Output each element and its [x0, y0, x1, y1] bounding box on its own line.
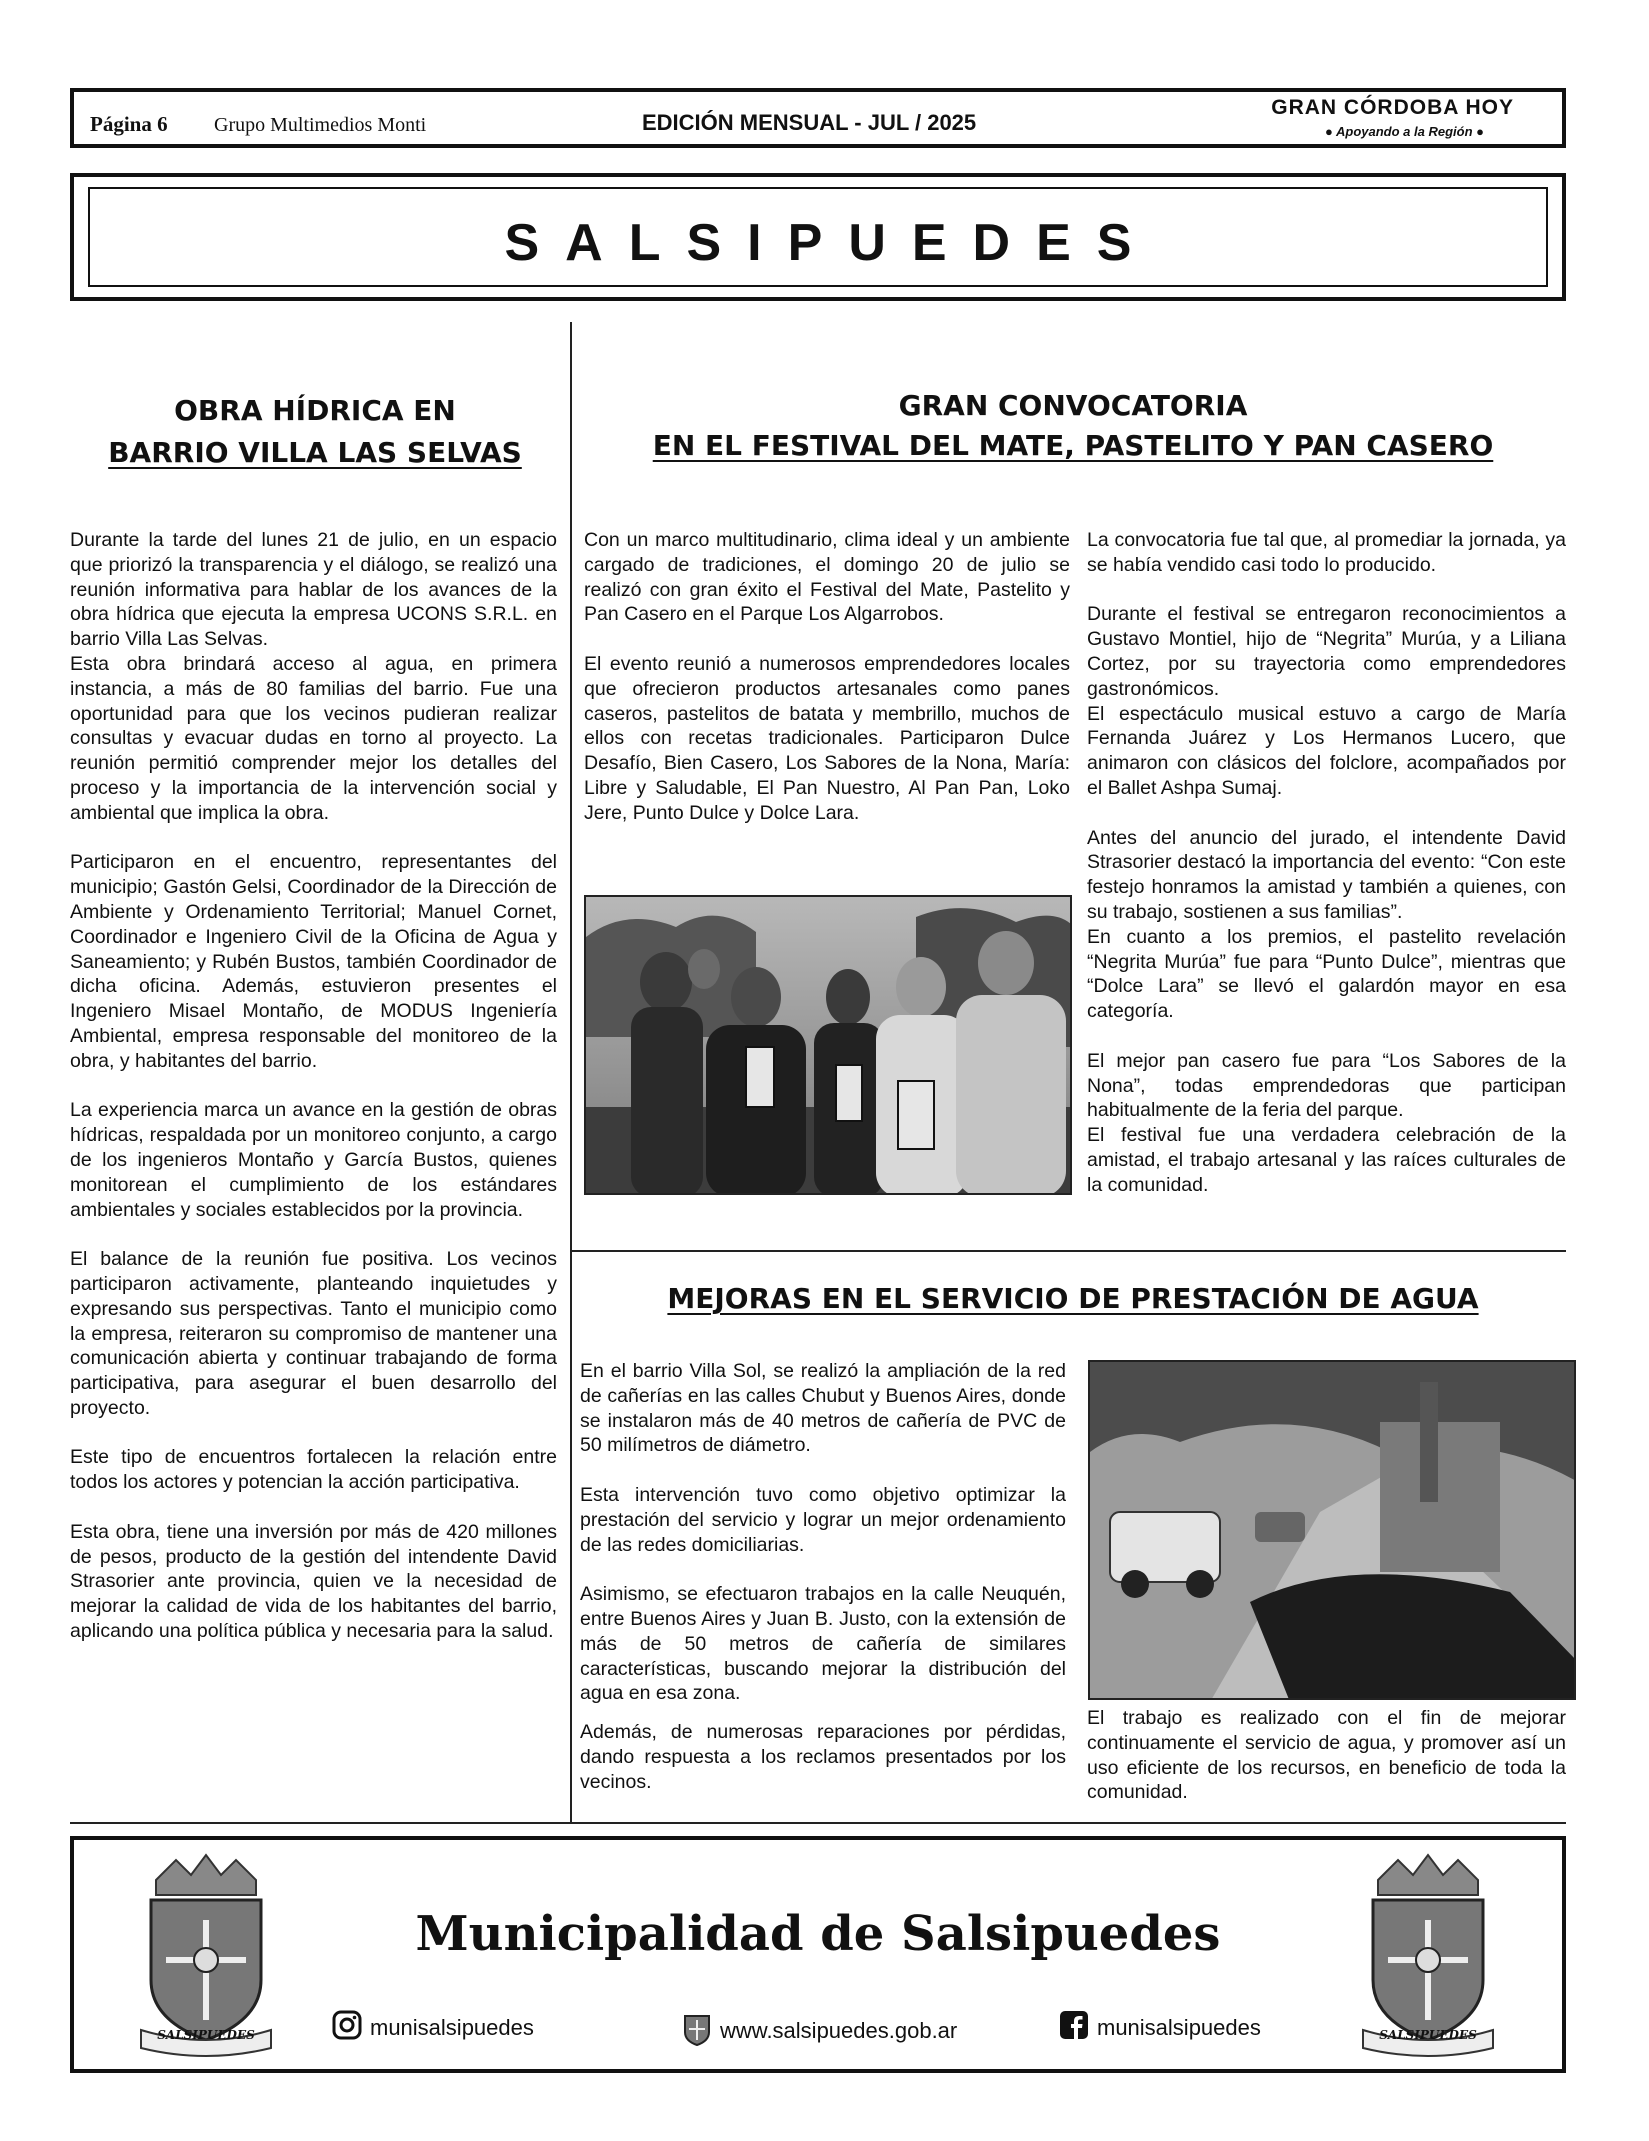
festival-group-photo — [584, 895, 1072, 1195]
article2-paragraph: Durante el festival se entregaron reconocimientos a Gustavo Montiel, hijo de “Negrita” Murúa, y a Liliana Cortez, por su trayectoria como emprendedores gastronómicos. — [1087, 603, 1566, 700]
article2-title-line1: GRAN CONVOCATORIA — [898, 389, 1248, 422]
article2-paragraph: El evento reunió a numerosos emprendedores locales que ofrecieron productos artesanales como panes caseros, pastelitos de batata y membrillo, muchos de ellos con recetas tradicionales. Participaron Dulce Desafío, Bien Casero, Los Sabores de la Nona, María: Libre y Saludable, El Pan Nuestro, Al Pan Pan, Loko Jere, Punto Dulce y Dolce Lara. — [584, 652, 1070, 824]
article2-headline — [580, 386, 1566, 466]
paper-name: GRAN CÓRDOBA HOY — [1271, 96, 1514, 119]
article1-paragraph: El balance de la reunión fue positiva. Los vecinos participaron activamente, planteando inquietudes y expresando sus perspectivas. Tanto el municipio como la empresa, reiteraron su compromiso de mantener una comunicación abierta y continuar trabajando de forma participativa, para asegurar el buen desarrollo del proyecto. — [70, 1248, 557, 1419]
article1-title-line1: OBRA HÍDRICA EN — [174, 394, 456, 427]
crest-label: SALSIPUEDES — [1379, 2028, 1477, 2042]
instagram-icon — [332, 2010, 362, 2046]
article2-paragraph: En cuanto a los premios, el pastelito revelación “Negrita Murúa” fue para “Punto Dulce”, mientras que “Dolce Lara” se llevó el galardón mayor en esa categoría. — [1087, 925, 1566, 1023]
article3-headline: MEJORAS EN EL SERVICIO DE PRESTACIÓN DE AGUA — [667, 1282, 1479, 1315]
works-photo-illustration — [1090, 1362, 1576, 1700]
page-header — [70, 88, 1566, 148]
article1-paragraph: Esta obra, tiene una inversión por más de 420 millones de pesos, producto de la gestión del intendente David Strasorier ante provincia, quien ve la necesidad de mejorar la calidad de vida de los habitantes del barrio, aplicando una política pública y necesaria para la salud. — [70, 1520, 557, 1643]
page-number: Página 6 — [90, 112, 168, 136]
section-title: SALSIPUEDES — [504, 214, 1158, 272]
facebook-handle: munisalsipuedes — [1097, 2015, 1261, 2040]
article1-headline — [70, 390, 560, 474]
article3-paragraph: Además, de numerosas reparaciones por pérdidas, dando respuesta a los reclamos presentados por los vecinos. — [580, 1721, 1066, 1793]
section-banner — [70, 173, 1566, 301]
article1-paragraph: La experiencia marca un avance en la gestión de obras hídricas, respaldada por un monitoreo conjunto, a cargo de los ingenieros Montaño y García Bustos, quienes monitorean el cumplimiento de los estándares ambientales y sociales establecidos por la provincia. — [70, 1099, 557, 1221]
article2-body-col2 — [1087, 528, 1566, 1222]
article2-paragraph: El espectáculo musical estuvo a cargo de María Fernanda Juárez y Los Hermanos Lucero, que animaron con clásicos del folclore, acompañados por el Ballet Ashpa Sumaj. — [1087, 702, 1566, 799]
edition-label: EDICIÓN MENSUAL - JUL / 2025 — [642, 110, 977, 135]
article3-paragraph: Asimismo, se efectuaron trabajos en la calle Neuquén, entre Buenos Aires y Juan B. Justo, con la extensión de más de 50 metros de cañería de similares características, buscando mejorar la distribución del agua en esa zona. — [580, 1583, 1066, 1705]
article1-body — [70, 528, 557, 1669]
article3-body-col1 — [580, 1359, 1066, 1819]
crest-label: SALSIPUEDES — [157, 2028, 255, 2042]
article1-paragraph: Participaron en el encuentro, representantes del municipio; Gastón Gelsi, Coordinador de la Dirección de Ambiente y Ordenamiento Territorial; Manuel Cornet, Coordinador e Ingeniero Civil de la Oficina de Agua y Saneamiento; y Rubén Bustos, también Coordinador de dicha oficina. Además, estuvieron presentes el Ingeniero Misael Montaño, de MODUS Ingeniería Ambiental, empresa responsable del monitoreo de la obra, y habitantes del barrio. — [70, 851, 557, 1072]
municipality-title: Municipalidad de Salsipuedes — [415, 1906, 1221, 1962]
article3-paragraph: En el barrio Villa Sol, se realizó la ampliación de la red de cañerías en las calles Chubut y Buenos Aires, donde se instalaron más de 40 metros de cañería de PVC de 50 milímetros de diámetro. — [580, 1360, 1066, 1457]
article1-paragraph: Durante la tarde del lunes 21 de julio, en un espacio que priorizó la transparencia y el diálogo, se realizó una reunión informativa para hablar de los avances de la obra hídrica que ejecuta la empresa UCONS S.R.L. en barrio Villa Las Selvas. — [70, 529, 557, 651]
footer-divider — [70, 1822, 1566, 1824]
article2-title-line2: EN EL FESTIVAL DEL MATE, PASTELITO Y PAN CASERO — [652, 429, 1494, 462]
article2-paragraph: La convocatoria fue tal que, al promediar la jornada, ya se había vendido casi todo lo producido. — [1087, 529, 1566, 576]
paper-slogan: ● Apoyando a la Región ● — [1325, 124, 1484, 139]
article-divider — [572, 1250, 1566, 1252]
instagram-handle: munisalsipuedes — [370, 2015, 534, 2040]
article1-paragraph: Esta obra brindará acceso al agua, en primera instancia, a más de 80 familias del barrio. Fue una oportunidad para que los vecinos pudieran realizar consultas y evacuar dudas en torno al proyecto. La reunión permitió comprender mejor los detalles del proceso y la importancia de la intervención social y ambiental que implica la obra. — [70, 652, 557, 824]
instagram-link[interactable] — [332, 2010, 534, 2046]
crest-small-icon — [682, 2010, 712, 2052]
column-divider — [570, 322, 572, 1822]
publisher-name: Grupo Multimedios Monti — [214, 114, 427, 136]
article2-body-col1 — [584, 528, 1070, 850]
article3-paragraph: El trabajo es realizado con el fin de mejorar continuamente el servicio de agua, y promover así un uso eficiente de los recursos, en beneficio de toda la comunidad. — [1087, 1707, 1566, 1804]
facebook-icon — [1059, 2010, 1089, 2046]
article1-paragraph: Este tipo de encuentros fortalecen la relación entre todos los actores y potencian la acción participativa. — [70, 1446, 557, 1494]
festival-photo-illustration — [586, 897, 1072, 1195]
water-works-photo — [1088, 1360, 1576, 1700]
article2-paragraph: El festival fue una verdadera celebración de la amistad, el trabajo artesanal y las raíces culturales de la comunidad. — [1087, 1124, 1566, 1196]
crest-icon — [1348, 1850, 1508, 2060]
article2-paragraph: Antes del anuncio del jurado, el intendente David Strasorier destacó la importancia del evento: “Con este festejo honramos la amistad y también a quienes, con su trabajo, sostienen a sus familias”. — [1087, 826, 1566, 923]
article2-paragraph: El mejor pan casero fue para “Los Sabores de la Nona”, todas emprendedoras que participan habitualmente de la feria del parque. — [1087, 1049, 1566, 1122]
municipality-ad — [70, 1836, 1566, 2073]
website-link[interactable] — [682, 2010, 957, 2052]
article3-paragraph: Esta intervención tuvo como objetivo optimizar la prestación del servicio y lograr un mejor ordenamiento de las redes domiciliarias. — [580, 1483, 1066, 1556]
article2-paragraph: Con un marco multitudinario, clima ideal y un ambiente cargado de tradiciones, el domingo 20 de julio se realizó con gran éxito el Festival del Mate, Pastelito y Pan Casero en el Parque Los Algarrobos. — [584, 529, 1070, 626]
facebook-link[interactable] — [1059, 2010, 1261, 2046]
article1-title-line2: BARRIO VILLA LAS SELVAS — [108, 436, 522, 469]
article3-body-col2 — [1087, 1706, 1566, 1805]
website-url: www.salsipuedes.gob.ar — [720, 2018, 958, 2043]
section-banner-inner — [88, 187, 1548, 287]
